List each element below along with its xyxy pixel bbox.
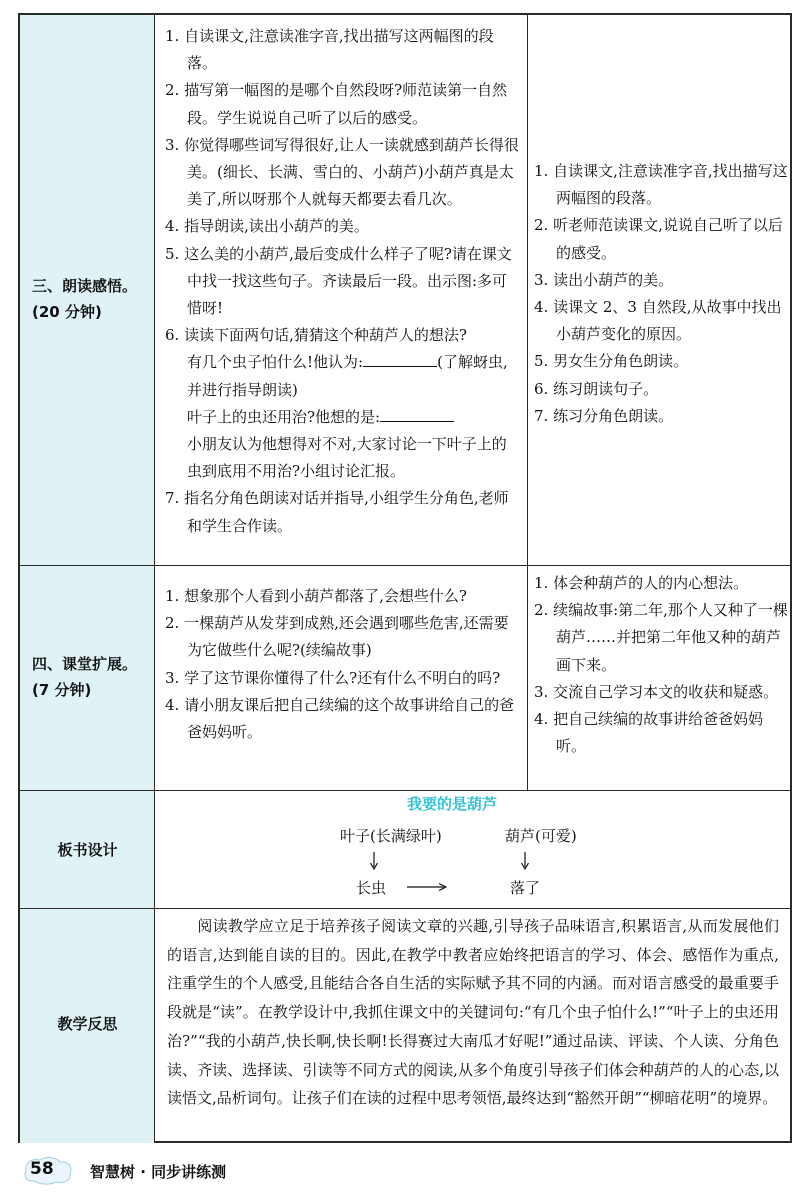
list-item: 4. 把自己续编的故事讲给爸爸妈妈听。 [534, 710, 764, 756]
arrow-down-icon [368, 852, 380, 870]
list-item: 6. 练习朗读句子。 [534, 379, 659, 398]
reading-teacher-activities [165, 23, 521, 540]
answer-blank [363, 349, 437, 367]
section-title-reflection: 教学反思 [57, 1015, 118, 1033]
extension-student-activities [534, 570, 788, 760]
list-item: 2. 续编故事:第二年,那个人又种了一棵葫芦……并把第二年他又种的葫芦画下来。 [534, 601, 788, 674]
page-number: 58 [30, 1159, 54, 1179]
question-line: 有几个虫子怕什么!他认为: (了解蚜虫,并进行指导朗读) [165, 349, 521, 403]
answer-blank [380, 404, 454, 422]
list-item: 7. 练习分角色朗读。 [534, 406, 674, 425]
list-item: 7. 指名分角色朗读对话并指导,小组学生分角色,老师和学生合作读。 [165, 489, 509, 535]
list-item: 4. 指导朗读,读出小葫芦的美。 [165, 217, 369, 236]
row-separator [20, 908, 790, 909]
board-right-bottom: 落了 [510, 879, 541, 897]
list-item: 3. 学了这节课你懂得了什么?还有什么不明白的吗? [165, 668, 501, 687]
list-item: 1. 自读课文,注意读准字音,找出描写这两幅图的段落。 [534, 162, 788, 208]
list-item: 2. 一棵葫芦从发芽到成熟,还会遇到哪些危害,还需要为它做些什么呢?(续编故事) [165, 614, 509, 660]
arrow-down-icon [519, 852, 531, 870]
list-item: 5. 男女生分角色朗读。 [534, 352, 689, 371]
list-item: 2. 听老师范读课文,说说自己听了以后的感受。 [534, 216, 783, 262]
question-line: 叶子上的虫还用治?他想的是: [165, 404, 521, 431]
page-footer [22, 1155, 282, 1187]
list-item: 5. 这么美的小葫芦,最后变成什么样子了呢?请在课文中找一找这些句子。齐读最后一段。出示图:多可惜呀! [165, 244, 512, 318]
reflection-text: 阅读教学应立足于培养孩子阅读文章的兴趣,引导孩子品味语言,积累语言,从而发展他们的语言,达到能自读的目的。因此,在教学中教者应始终把语言的学习、体会、感悟作为重点,注重学生的个人感受,且能结合各自生活的实际赋予其不同的内涵。而对语言感受的最重要手段就是“读”。在教学设计中,我抓住课文中的关键词句:“有几个虫子怕什么!”“叶子上的虫还用治?”“我的小葫芦,快长啊,快长啊!长得赛过大南瓜才好呢!”通过品读、评读、个人读、分角色读、齐读、选择读、引读等不同方式的阅读,从多个角度引导孩子们体会种葫芦的人的心态,以读悟文,品析词句。让孩子们在读的过程中思考领悟,最终达到“豁然开朗”“柳暗花明”的境界。 [167, 917, 779, 1108]
list-item: 6. 读读下面两句话,猜猜这个种葫芦人的想法? [165, 326, 467, 345]
list-item: 4. 读课文 2、3 自然段,从故事中找出小葫芦变化的原因。 [534, 298, 782, 344]
section-title-board: 板书设计 [57, 841, 118, 859]
list-item: 1. 体会种葫芦的人的内心想法。 [534, 574, 749, 592]
list-item: 2. 描写第一幅图的是哪个自然段呀?师范读第一自然段。学生说说自己听了以后的感受。 [165, 81, 508, 127]
extension-teacher-activities [165, 583, 521, 746]
list-item: 1. 想象那个人看到小葫芦都落了,会想些什么? [165, 587, 467, 605]
row-separator [20, 790, 790, 791]
row-separator [20, 565, 790, 566]
board-left-top: 叶子(长满绿叶) [340, 827, 442, 845]
discussion-text: 小朋友认为他想得对不对,大家讨论一下叶子上的虫到底用不用治?小组讨论汇报。 [187, 435, 507, 481]
board-right-top: 葫芦(可爱) [505, 827, 577, 845]
section-title-reading: 三、朗读感悟。 (20 分钟) [32, 277, 138, 321]
list-item: 3. 交流自己学习本文的收获和疑惑。 [534, 682, 779, 701]
list-item: 3. 读出小葫芦的美。 [534, 270, 674, 289]
section-title-extension: 四、课堂扩展。 (7 分钟) [32, 655, 138, 699]
board-title: 我要的是葫芦 [406, 795, 497, 813]
series-title: 智慧树 · 同步讲练测 [90, 1163, 227, 1181]
list-item: 3. 你觉得哪些词写得很好,让人一读就感到葫芦长得很美。(细长、长满、雪白的、小葫芦)小葫芦真是太美了,所以呀那个人就每天都要去看几次。 [165, 135, 519, 209]
list-item: 1. 自读课文,注意读准字音,找出描写这两幅图的段落。 [165, 27, 494, 73]
list-item: 4. 请小朋友课后把自己续编的这个故事讲给自己的爸爸妈妈听。 [165, 695, 515, 742]
board-left-bottom: 长虫 [356, 879, 387, 897]
reading-student-activities [534, 158, 788, 430]
column-separator [527, 15, 528, 790]
arrow-right-icon [407, 881, 447, 893]
